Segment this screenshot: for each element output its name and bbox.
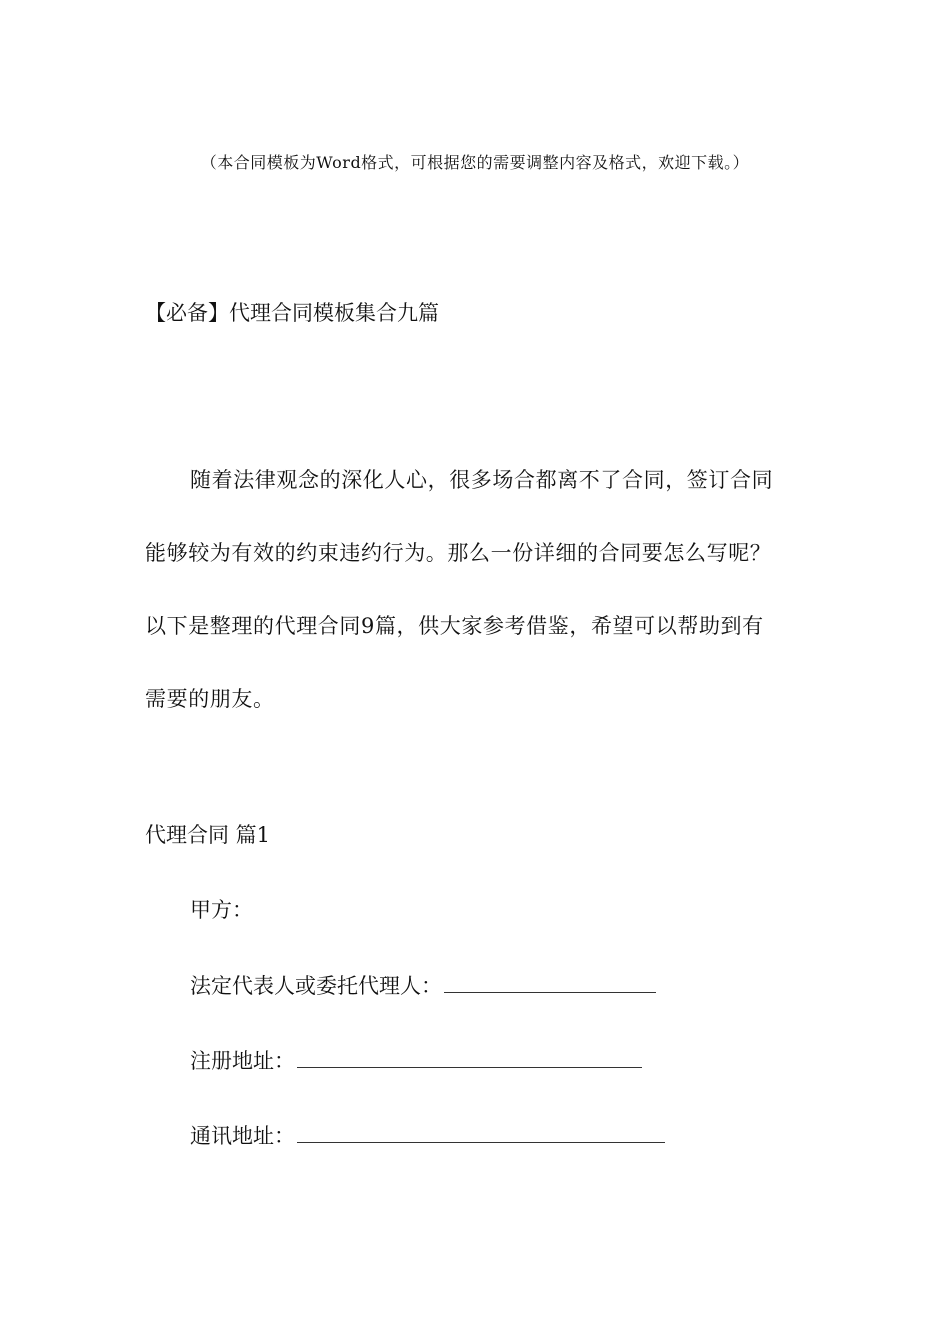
intro-line: 能够较为有效的约束违约行为。那么一份详细的合同要怎么写呢？ bbox=[145, 541, 772, 565]
registered-address-field bbox=[190, 1045, 642, 1076]
intro-line: 以下是整理的代理合同9篇，供大家参考借鉴，希望可以帮助到有 bbox=[145, 614, 764, 638]
fill-in-blank-line[interactable] bbox=[444, 970, 656, 993]
header-note: （本合同模板为Word格式，可根据您的需要调整内容及格式，欢迎下载。） bbox=[200, 153, 750, 172]
field-label: 注册地址： bbox=[190, 1049, 295, 1073]
intro-line: 随着法律观念的深化人心，很多场合都离不了合同，签订合同 bbox=[190, 468, 774, 492]
party-a-label bbox=[190, 895, 253, 925]
field-label: 甲方： bbox=[190, 898, 253, 922]
fill-in-blank-line[interactable] bbox=[297, 1045, 642, 1068]
intro-paragraph bbox=[145, 444, 810, 736]
legal-representative-field bbox=[190, 970, 656, 1001]
intro-line: 需要的朋友。 bbox=[145, 687, 275, 711]
section-title: 代理合同 篇1 bbox=[145, 823, 271, 847]
field-label: 通讯地址： bbox=[190, 1124, 295, 1148]
fill-in-blank-line[interactable] bbox=[297, 1120, 665, 1143]
field-label: 法定代表人或委托代理人： bbox=[190, 974, 442, 998]
mailing-address-field bbox=[190, 1120, 665, 1151]
document-title: 【必备】代理合同模板集合九篇 bbox=[145, 301, 439, 325]
